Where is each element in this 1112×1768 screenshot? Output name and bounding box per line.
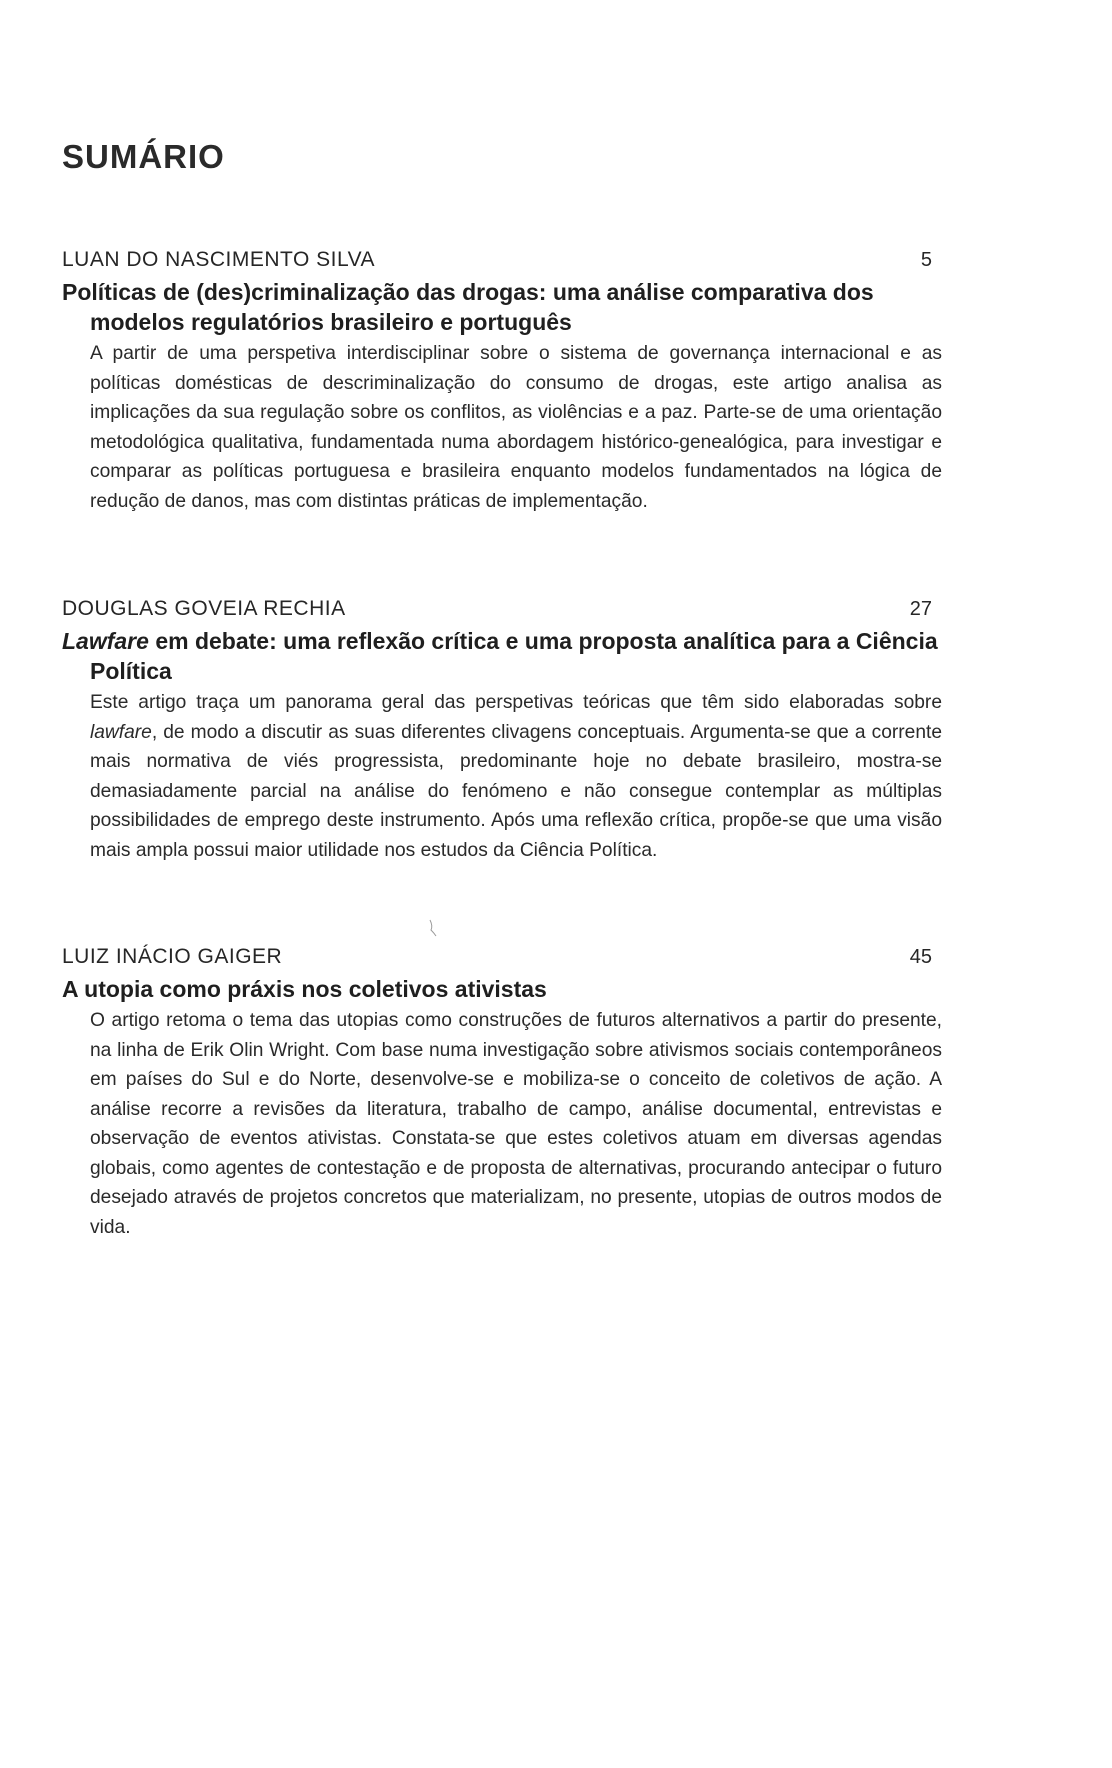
toc-entry xyxy=(62,245,942,516)
article-title-rest: em debate: uma reflexão crítica e uma proposta analítica para a Ciência Política xyxy=(90,628,938,684)
article-title-emphasis: Lawfare xyxy=(62,628,149,654)
article-title: A utopia como práxis nos coletivos ativistas xyxy=(62,976,547,1002)
page-number: 45 xyxy=(909,946,932,968)
abstract-text: Este artigo traça um panorama geral das perspetivas teóricas que têm sido elaboradas sobre xyxy=(90,692,942,713)
entry-header xyxy=(62,942,942,972)
article-title: Políticas de (des)criminalização das drogas: uma análise comparativa dos modelos regulatórios brasileiro e português xyxy=(62,279,874,335)
author-name: DOUGLAS GOVEIA RECHIA xyxy=(62,597,346,620)
scan-mark xyxy=(428,918,438,938)
article-abstract: O artigo retoma o tema das utopias como construções de futuros alternativos a partir do presente, na linha de Erik Olin Wright. Com base numa investigação sobre ativismos sociais contemporâneos em países do Sul e do Norte, desenvolve-se e mobiliza-se o conceito de coletivos de ação. A análise recorre a revisões da literatura, trabalho de campo, análise documental, entrevistas e observação de eventos ativistas. Constata-se que estes coletivos atuam em diversas agendas globais, como agentes de contestação e de proposta de alternativas, procurando antecipar o futuro desejado através de projetos concretos que materializam, no presente, utopias de outros modos de vida. xyxy=(90,1010,942,1238)
entry-header xyxy=(62,594,942,624)
author-name: LUIZ INÁCIO GAIGER xyxy=(62,945,283,968)
article-title xyxy=(62,626,942,686)
toc-entry xyxy=(62,594,942,865)
abstract-emphasis: lawfare xyxy=(90,721,152,743)
page-number: 27 xyxy=(909,598,932,620)
page-title: SUMÁRIO xyxy=(62,138,225,175)
page-number: 5 xyxy=(920,249,932,271)
abstract-text: , de modo a discutir as suas diferentes clivagens conceptuais. Argumenta-se que a corrente mais normativa de viés progressista, predominante hoje no debate brasileiro, mostra-se demasiadamente parcial na análise do fenómeno e não consegue contemplar as múltiplas possibilidades de emprego deste instrumento. Após uma reflexão crítica, propõe-se que uma visão mais ampla possui maior utilidade nos estudos da Ciência Política. xyxy=(90,721,942,861)
entry-header xyxy=(62,245,942,275)
article-abstract xyxy=(90,688,942,865)
author-name: LUAN DO NASCIMENTO SILVA xyxy=(62,248,376,271)
toc-entry xyxy=(62,942,942,1242)
article-abstract: A partir de uma perspetiva interdisciplinar sobre o sistema de governança internacional e as políticas domésticas de descriminalização do consumo de drogas, este artigo analisa as implicações da sua regulação sobre os conflitos, as violências e a paz. Parte-se de uma orientação metodológica qualitativa, fundamentada numa abordagem histórico-genealógica, para investigar e comparar as políticas portuguesa e brasileira enquanto modelos fundamentados na lógica de redução de danos, mas com distintas práticas de implementação. xyxy=(90,343,942,512)
